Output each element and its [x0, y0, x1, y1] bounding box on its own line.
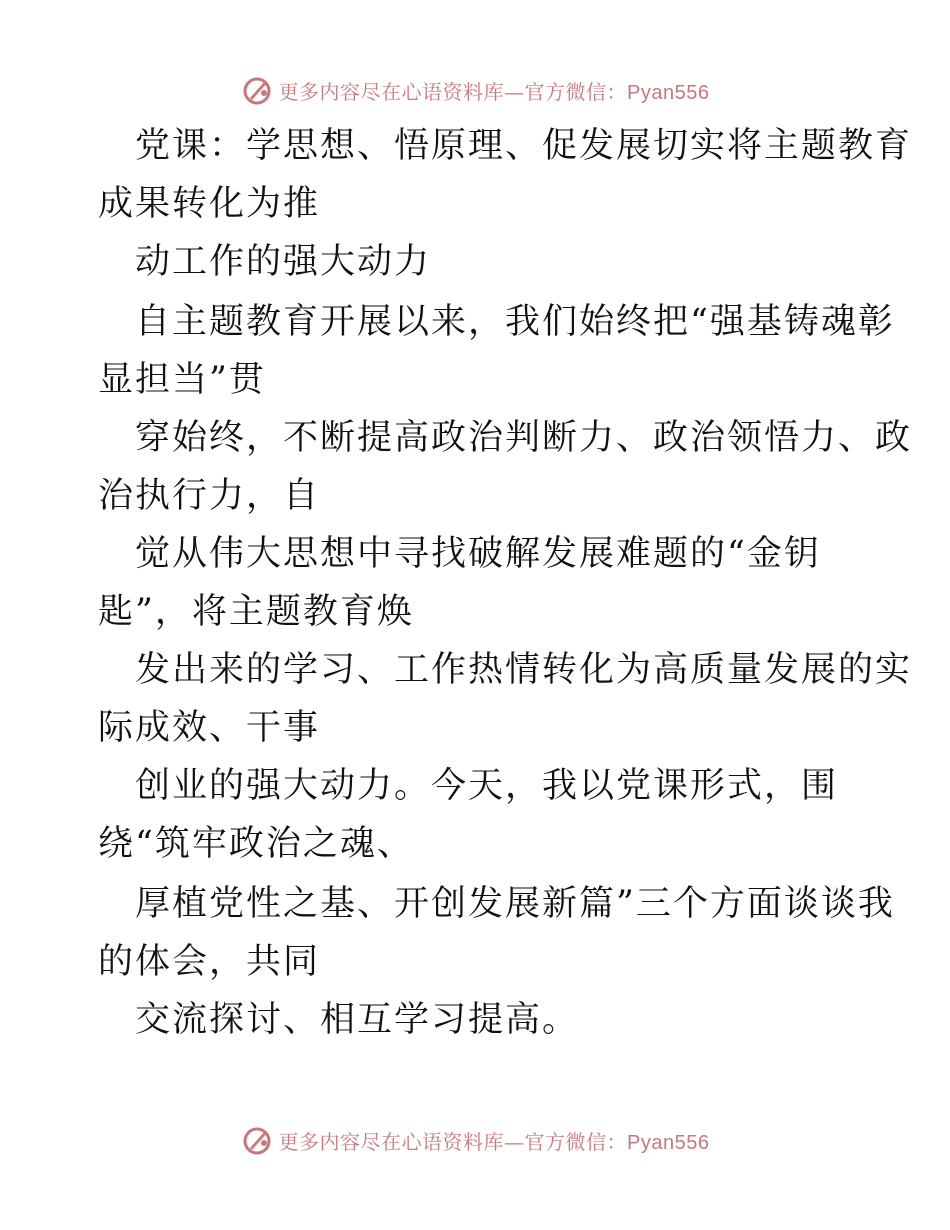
body-line-4: 自主题教育开展以来，我们始终把“强基铸魂彰: [135, 302, 895, 342]
quill-logo-icon: [241, 74, 273, 106]
body-line-15: 的体会，共同: [98, 942, 321, 982]
body-line-11: 际成效、干事: [98, 708, 321, 748]
header-watermark: [0, 70, 950, 110]
body-line-3: 动工作的强大动力: [135, 242, 432, 282]
footer-watermark: [0, 1120, 950, 1160]
body-line-14: 厚植党性之基、开创发展新篇”三个方面谈谈我: [135, 884, 895, 924]
body-line-6: 穿始终，不断提高政治判断力、政治领悟力、政: [135, 418, 913, 458]
body-line-10: 发出来的学习、工作热情转化为高质量发展的实: [135, 650, 913, 690]
body-line-1: 党课：学思想、悟原理、促发展切实将主题教育: [135, 126, 913, 166]
body-line-9: 匙”，将主题教育焕: [98, 592, 414, 632]
body-line-2: 成果转化为推: [98, 184, 321, 224]
header-watermark-text: [279, 76, 710, 105]
header-watermark-inner: [241, 74, 710, 106]
header-watermark-prefix: 更多内容尽在心语资料库—官方微信：: [278, 79, 628, 104]
body-line-5: 显担当”贯: [98, 360, 266, 400]
body-line-16: 交流探讨、相互学习提高。: [135, 1000, 580, 1040]
body-line-8: 觉从伟大思想中寻找破解发展难题的“金钥: [135, 534, 821, 574]
header-watermark-wechat-id: Pyan556: [627, 81, 710, 104]
body-line-7: 治执行力，自: [98, 476, 321, 516]
quill-logo-icon: [241, 1124, 273, 1156]
footer-watermark-prefix: 更多内容尽在心语资料库—官方微信：: [278, 1129, 628, 1154]
footer-watermark-wechat-id: Pyan556: [627, 1131, 710, 1154]
footer-watermark-text: [279, 1126, 710, 1155]
footer-watermark-inner: [241, 1124, 710, 1156]
body-line-12: 创业的强大动力。今天，我以党课形式，围: [135, 766, 839, 806]
body-line-13: 绕“筑牢政治之魂、: [98, 824, 414, 864]
